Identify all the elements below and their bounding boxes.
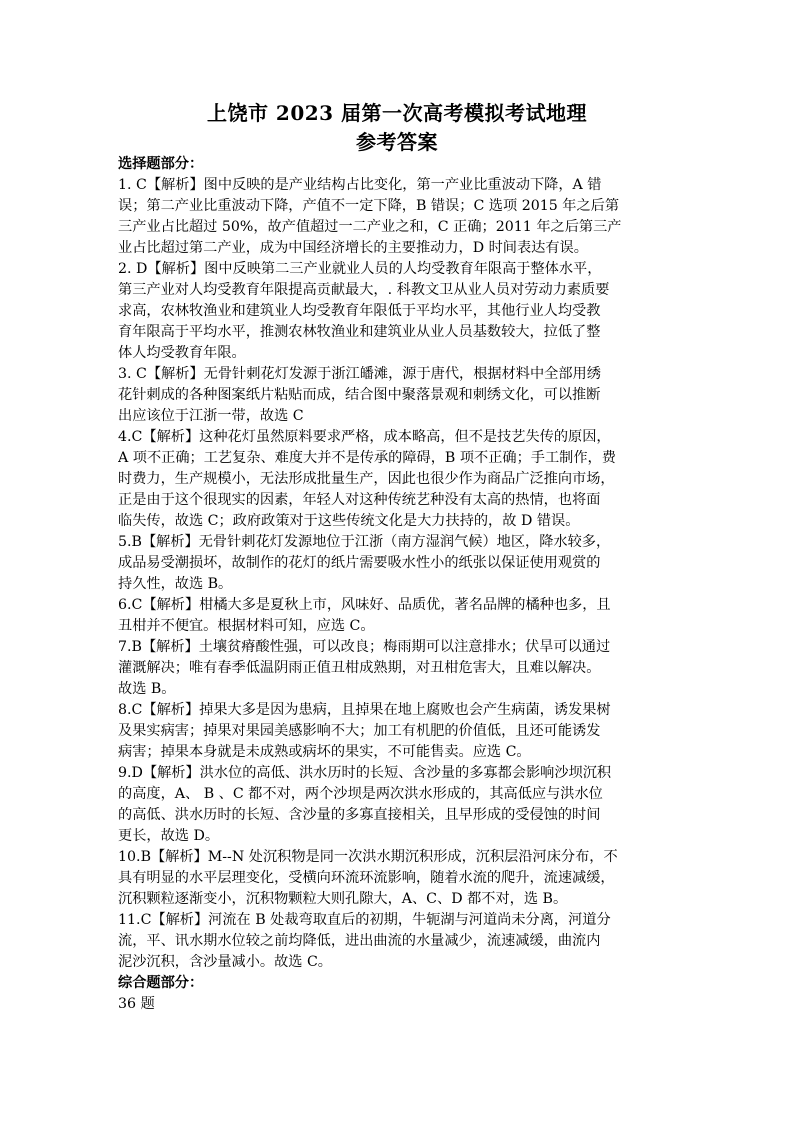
text-line: 及果实病害；掉果对果园美感影响不大；加工有机肥的价值低，且还可能诱发 bbox=[118, 723, 601, 739]
text-line: 误；第二产业比重波动下降，产值不一定下降，B 错误；C 选项 2015 年之后第 bbox=[118, 198, 620, 214]
section-heading: 综合题部分： bbox=[118, 975, 204, 991]
text-line: 正是由于这个很现实的因素，年轻人对这种传统艺种没有太高的热情，也将面 bbox=[118, 492, 601, 508]
text-line: 出应该位于江浙一带，故选 C bbox=[118, 408, 304, 424]
text-line: 的高度，A、 B 、C 都不对，两个沙坝是两次洪水形成的，其高低应与洪水位 bbox=[118, 786, 603, 802]
text-line: 11.C【解析】河流在 B 处裁弯取直后的初期，牛轭湖与河道尚未分离，河道分 bbox=[118, 912, 611, 928]
text-line: A 项不正确；工艺复杂、难度大并不是传承的障碍，B 项不正确；手工制作，费 bbox=[118, 450, 616, 466]
text-line: 灌溉解决；唯有春季低温阴雨正值丑柑成熟期，对丑柑危害大，且难以解决。 bbox=[118, 660, 601, 676]
text-line: 更长，故选 D。 bbox=[118, 828, 220, 844]
text-line: 体人均受教育年限。 bbox=[118, 345, 246, 361]
section-heading: 选择题部分： bbox=[118, 156, 204, 172]
answer-body bbox=[118, 154, 678, 1015]
page-subtitle: 参考答案 bbox=[356, 130, 438, 154]
text-line: 病害；掉果本身就是未成熟或病坏的果实，不可能售卖。应选 C。 bbox=[118, 744, 531, 760]
text-line: 6.C【解析】柑橘大多是夏秋上市，风味好、品质优，著名品牌的橘种也多，且 bbox=[118, 597, 611, 613]
text-line: 3. C【解析】无骨针刺花灯发源于浙江皤滩，源于唐代，根据材料中全部用绣 bbox=[118, 366, 601, 382]
text-line: 业占比超过第二产业，成为中国经济增长的主要推动力，D 时间表达有误。 bbox=[118, 240, 588, 256]
text-line: 2. D【解析】图中反映第二三产业就业人员的人均受教育年限高于整体水平， bbox=[118, 261, 602, 277]
text-line: 4.C【解析】这种花灯虽然原料要求严格，成本略高，但不是技艺失传的原因， bbox=[118, 429, 611, 445]
text-line: 临失传，故选 C；政府政策对于这些传统文化是大力扶持的，故 D 错误。 bbox=[118, 513, 580, 529]
text-line: 7.B【解析】土壤贫瘠酸性强，可以改良；梅雨期可以注意排水；伏旱可以通过 bbox=[118, 639, 611, 655]
text-line: 8.C【解析】掉果大多是因为患病，且掉果在地上腐败也会产生病菌，诱发果树 bbox=[118, 702, 611, 718]
text-line: 三产业占比超过 50%，故产值超过一二产业之和，C 正确；2011 年之后第三产 bbox=[118, 219, 622, 235]
text-line: 36 题 bbox=[118, 996, 155, 1012]
text-line: 持久性，故选 B。 bbox=[118, 576, 233, 592]
text-line: 育年限高于平均水平，推测农林牧渔业和建筑业从业人员基数较大，拉低了整 bbox=[118, 324, 601, 340]
text-line: 9.D【解析】洪水位的高低、洪水历时的长短、含沙量的多寡都会影响沙坝沉积 bbox=[118, 765, 612, 781]
page-title: 上饶市 2023 届第一次高考模拟考试地理 bbox=[206, 101, 588, 125]
text-line: 故选 B。 bbox=[118, 681, 176, 697]
text-line: 泥沙沉积，含沙量减小。故选 C。 bbox=[118, 954, 332, 970]
text-line: 1. C【解析】图中反映的是产业结构占比变化，第一产业比重波动下降，A 错 bbox=[118, 177, 602, 193]
text-line: 第三产业对人均受教育年限提高贡献最大，. 科教文卫从业人员对劳动力素质要 bbox=[118, 282, 610, 298]
text-line: 10.B【解析】M--N 处沉积物是同一次洪水期沉积形成，沉积层沿河床分布，不 bbox=[118, 849, 618, 865]
text-line: 流，平、讯水期水位较之前均降低，进出曲流的水量减少，流速减缓，曲流内 bbox=[118, 933, 601, 949]
text-line: 求高，农林牧渔业和建筑业人均受教育年限低于平均水平，其他行业人均受教 bbox=[118, 303, 601, 319]
text-line: 花针刺成的各种图案纸片粘贴而成，结合图中聚落景观和刺绣文化，可以推断 bbox=[118, 387, 601, 403]
text-line: 的高低、洪水历时的长短、含沙量的多寡直接相关，且早形成的受侵蚀的时间 bbox=[118, 807, 601, 823]
text-line: 时费力，生产规模小，无法形成批量生产，因此也很少作为商品广泛推向市场， bbox=[118, 471, 615, 487]
text-line: 丑柑并不便宜。根据材料可知，应选 C。 bbox=[118, 618, 375, 634]
text-line: 5.B【解析】无骨针刺花灯发源地位于江浙（南方湿润气候）地区，降水较多， bbox=[118, 534, 611, 550]
text-line: 具有明显的水平层理变化，受横向环流环流影响，随着水流的爬升，流速减缓， bbox=[118, 870, 615, 886]
text-line: 沉积颗粒逐渐变小，沉积物颗粒大则孔隙大，A、C、D 都不对，选 B。 bbox=[118, 891, 568, 907]
text-line: 成品易受潮损坏，故制作的花灯的纸片需要吸水性小的纸张以保证使用观赏的 bbox=[118, 555, 601, 571]
